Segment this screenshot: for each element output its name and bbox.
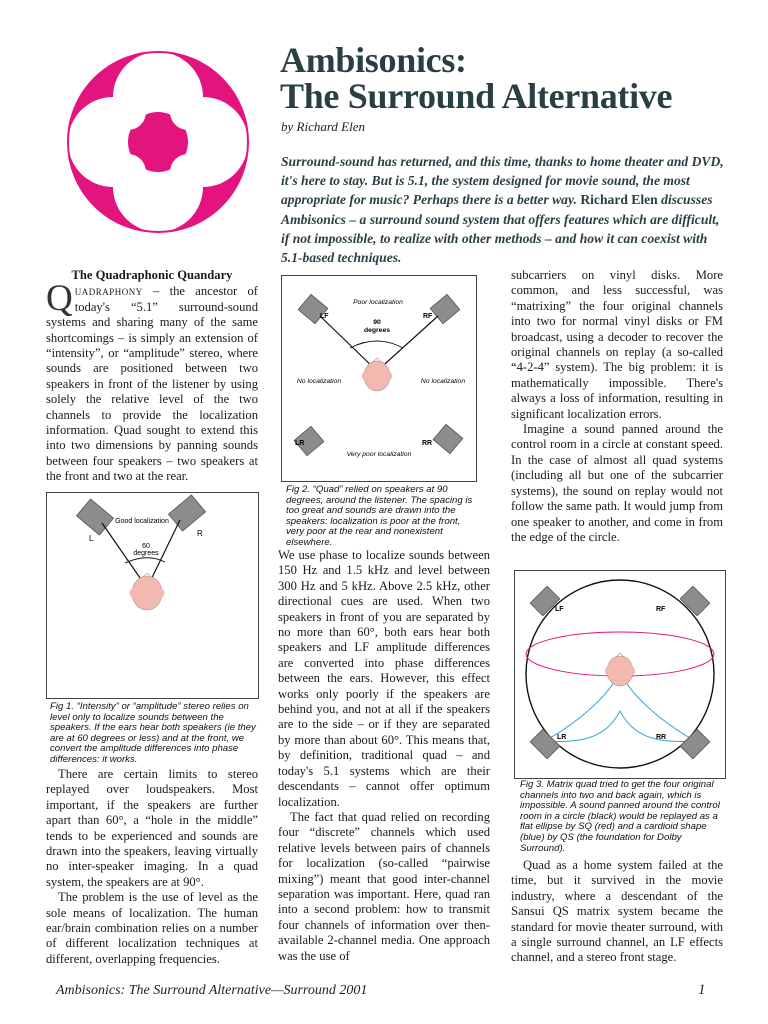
fig2-label-rr: RR [422,440,433,447]
paragraph-1 [46,278,258,484]
listener-head-icon [605,653,635,686]
fig1-angle-value: 60 [142,543,150,550]
fig2-label-none-right: No localization [420,378,466,385]
column-right-bottom [511,858,723,966]
fig1-label-l: L [89,534,94,543]
small-caps-lead: uadraphony [74,284,143,299]
listener-head-icon [130,573,165,610]
dek-part-2: discusses Ambisonics – a surround sound system that offers features which are difficult, if not impossible, to realize with other methods – and how it can coexist with 5.1-based techniques. [281,192,720,266]
fig1-label-r: R [197,529,203,538]
paragraph-5: The fact that quad relied on recording four “discrete” channels which used relative levels between pairs of channels for localization (so-called “pairwise mixing”) meant that good inter-channel separation was important. Here, quad ran into a second problem: how to transmit four channels of information over then-available 2-channel media. One approach was the use of [278,809,490,963]
speaker-rf-icon [680,586,710,616]
paragraph-1-text: – the ancestor of today's “5.1” surround-sound systems and sharing many of the same shortcomings – is simply an extension of “intensity”, or “amplitude” stereo, where sounds are positioned between two speakers in front of the listener by using solely the relative level of the two channels to provide the localization information. Quad sought to extend this into two dimensions by panning sounds between four speakers – two speakers at the front and two at the rear. [46,284,258,484]
fig3-label-rr: RR [656,734,667,741]
page-number: 1 [698,982,706,998]
fig2-label-lf: LF [320,313,329,320]
paragraph-3: The problem is the use of level as the sole means of localization. The human ear/brain combination relies on a number of different localization techniques at different, overlapping frequencies. [46,890,258,966]
article-dek [281,152,729,267]
paragraph-4: We use phase to localize sounds between 150 Hz and 1.5 kHz and level between 300 Hz and 5 kHz. Above 2.5 kHz, other directional cues are used. When two speakers in front of you are separated by no more than 60°, both ears hear both speakers and LF amplitude differences are converted into phase differences between the ears. However, this effect works only poorly if the speakers are behind you, and not at all if the speakers are to the side – or if they are separated by more than about 60°. This means that, by definition, traditional quad – and today's 5.1 systems which are their descendants – cannot offer optimum localization. [278,548,490,809]
speaker-right-icon [168,495,205,531]
figure-1-caption: Fig 1. “Intensity” or “amplitude” stereo relies on level only to localize sounds between the speakers. If the ears hear both speakers (ie they are at 60 degrees or less) and at the front, we convert the amplitude differences into phase differences: it works. [50,701,256,765]
ambisonics-logo-icon [66,50,250,234]
fig2-label-poor: Poor localization [353,299,403,306]
fig2-angle-value: 90 [373,319,381,326]
drop-cap: Q [46,278,73,320]
speaker-left-icon [76,499,113,535]
paragraph-8: Quad as a home system failed at the time, but it survived in the movie industry, where a descendant of the Sansui QS matrix system became the standard for movie theater surround, with a single surround channel, an LF effects channel, and a stereo front stage. [511,858,723,965]
section-subhead: The Quadraphonic Quandary [71,268,233,282]
article-title [280,42,740,114]
figure-3-caption: Fig 3. Matrix quad tried to get the four original channels into two and back again, which is impossible. A sound panned around the control room in a circle (black) would be replayed as a flat ellipse by SQ (red) and a cardioid shape (blue) by QS (the foundation for Dolby Surround). [520,779,720,854]
fig3-label-lf: LF [555,606,564,613]
fig3-label-lr: LR [557,734,567,741]
title-line-1: Ambisonics: [280,40,467,80]
column-middle [278,548,490,964]
fig1-angle-unit: degrees [133,550,159,557]
fig1-label-good: Good localization [115,518,169,525]
byline: by Richard Elen [281,119,365,134]
fig2-angle-unit: degrees [363,327,391,334]
figure-2-caption: Fig 2. “Quad” relied on speakers at 90 degrees, around the listener. The spacing is too great and sounds are drawn into the speakers: localization is poor at the front, very poor at the rear and nonexistent elsewhere. [286,484,473,548]
fig2-label-very-poor: Very poor localization [346,451,412,458]
paragraph-7: Imagine a sound panned around the control room in a circle at constant speed. In the case of almost all quad systems (including all but one of the subcarrier systems), the sound on replay would not follow the same path. It would jump from one speaker to another, and come in from the edge of the circle. [511,422,723,544]
figure-2-quad-diagram [281,275,477,482]
fig2-label-rf: RF [423,313,433,320]
listener-head-icon [362,358,392,391]
speaker-rr-icon [680,729,710,759]
figure-3-matrix-diagram [514,570,726,779]
column-left-top [46,268,258,485]
figure-1-stereo-diagram [46,492,259,699]
title-line-2: The Surround Alternative [280,76,673,116]
fig2-label-lr: LR [295,440,305,447]
fig2-label-none-left: No localization [296,378,342,385]
speaker-lr-icon [530,729,560,759]
column-left-bottom [46,767,258,967]
speaker-rr-icon [433,424,463,453]
paragraph-2: There are certain limits to stereo replayed over loudspeakers. Most important, if the speakers are further apart than 60°, a “hole in the middle” tends to be experienced and sounds are drawn into the speakers, leaving virtually no inter-speaker imaging. In a quad system, the speakers are at 90°. [46,767,258,889]
fig3-label-rf: RF [656,606,666,613]
dek-author: Richard Elen [580,192,658,208]
column-right-top [511,268,723,545]
dek-part-1: Surround-sound has returned, and this time, thanks to home theater and DVD, it's here to stay. But is 5.1, the system designed for movie sound, the most appropriate for music? Perhaps there is a better way. [281,154,724,208]
paragraph-6: subcarriers on vinyl disks. More common, and less successful, was “matrixing” the four original channels into two for normal vinyl disks or FM broadcast, using a decoder to recover the original channels on replay (a so-called “4-2-4” system). The big problem: it is mathematically impossible. There's always a loss of information, resulting in significant localization errors. [511,268,723,421]
running-footer: Ambisonics: The Surround Alternative—Surround 2001 [56,983,368,998]
